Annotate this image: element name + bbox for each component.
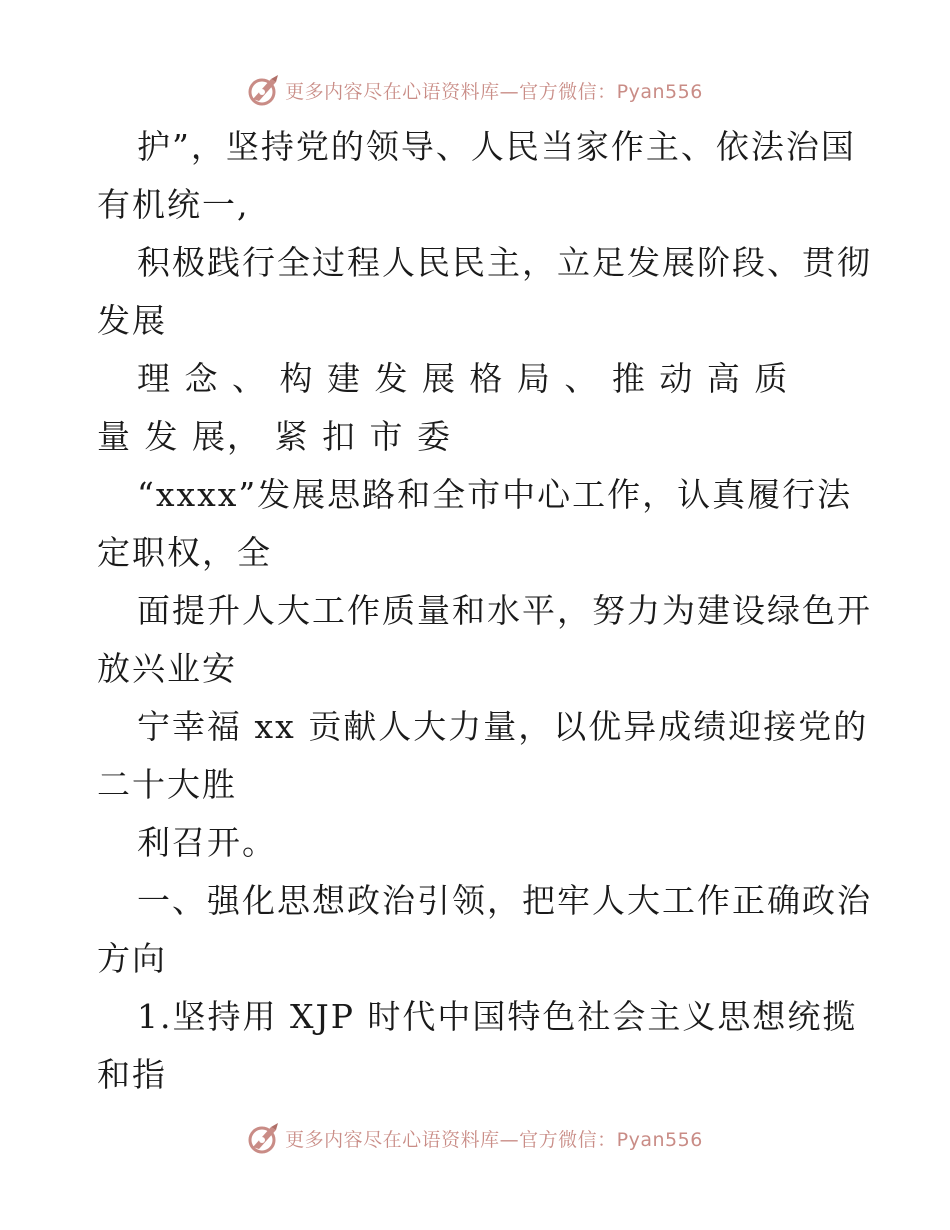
text-line: 二十大胜: [97, 765, 237, 804]
watermark-text: 更多内容尽在心语资料库—官方微信：Pyan556: [285, 80, 703, 103]
header-watermark: [0, 70, 950, 110]
watermark-text: 更多内容尽在心语资料库—官方微信：Pyan556: [285, 1128, 703, 1151]
text-line: “xxxx”发展思路和全市中心工作，认真履行法: [137, 475, 853, 514]
text-line: 利召开。: [137, 823, 277, 862]
footer-watermark: [0, 1118, 950, 1158]
quill-pen-seal-icon: [247, 73, 281, 107]
text-line: 和指: [97, 1055, 167, 1094]
text-line: 有机统一,: [97, 185, 250, 224]
text-line: 方向: [97, 939, 167, 978]
text-line: 护”，坚持党的领导、人民当家作主、依法治国: [137, 127, 856, 166]
quill-pen-seal-icon: [247, 1121, 281, 1155]
section-heading: 一、强化思想政治引领，把牢人大工作正确政治: [137, 881, 872, 920]
text-line: 积极践行全过程人民民主，立足发展阶段、贯彻: [137, 243, 872, 282]
text-line: 量 发 展， 紧 扣 市 委: [97, 417, 452, 456]
text-line: 定职权，全: [97, 533, 272, 572]
text-line: 宁幸福 xx 贡献人大力量，以优异成绩迎接党的: [137, 707, 869, 746]
text-line: 面提升人大工作质量和水平，努力为建设绿色开: [137, 591, 872, 630]
document-body: [97, 118, 872, 1104]
text-line: 放兴业安: [97, 649, 237, 688]
text-line: 发展: [97, 301, 167, 340]
subsection-heading: 1.坚持用 XJP 时代中国特色社会主义思想统揽: [137, 997, 858, 1036]
text-line: 理 念 、 构 建 发 展 格 局 、 推 动 高 质: [137, 359, 790, 398]
